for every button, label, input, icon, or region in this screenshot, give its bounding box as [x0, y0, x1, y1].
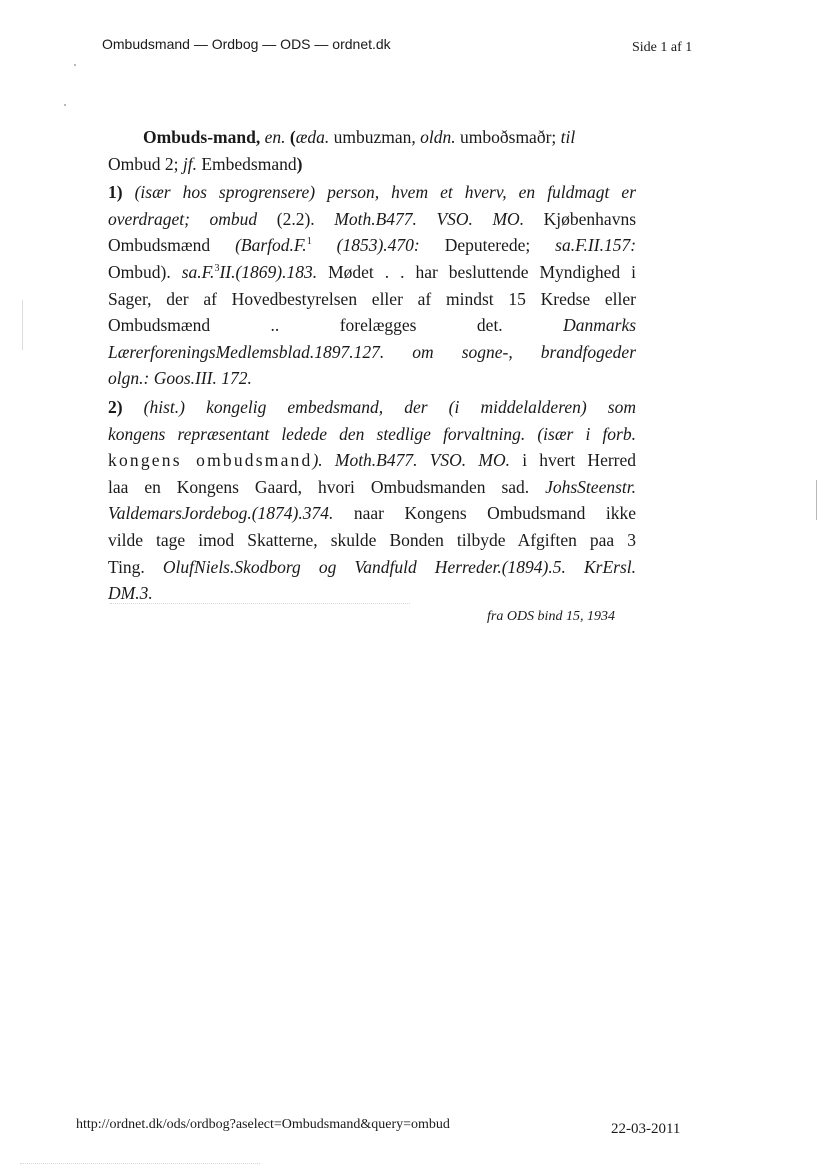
sense-number: 1) — [108, 182, 123, 203]
scan-edge-mark — [816, 480, 817, 520]
footer-url: http://ordnet.dk/ods/ordbog?aselect=Ombudsmand&query=ombud — [76, 1117, 450, 1132]
sense-2: 2) (hist.) kongelig embedsmand, der (i middelalderen) som kongens repræsentant ledede den stedlige forvaltning. (især i forb. kongens ombudsmand). Moth.B477. VSO. MO. i hvert Herred laa en Kongens Gaard, hvori Ombudsmanden sad. JohsSteenstr. ValdemarsJordebog.(1874).374. naar Kongens Ombudsmand ikke vilde tage imod Skatterne, skulde Bonden tilbyde Afgiften paa 3 Ting. OlufNiels.Skodborg og Vandfuld Herreder.(1894).5. KrErsl. DM.3. — [108, 396, 637, 604]
source-note: fra ODS bind 15, 1934 — [487, 609, 615, 624]
scan-speck — [64, 104, 66, 106]
sense-1: 1) (især hos sprogrensere) person, hvem et hverv, en fuldmagt er overdraget; ombud (2.2). Moth.B477. VSO. MO. Kjøbenhavns Ombudsmænd (Barfod.F.$^1$ (1853).470: Deputerede; sa.F.II.157: Ombud). sa.F.$^3$II.(1869).183. Mødet . . har besluttende Myndighed i Sager, der af Hovedbestyrelsen eller af mindst 15 Kredse eller Ombudsmænd .. forelægges det. Danmarks LærerforeningsMedlemsblad.1897.127. om sogne-, brandfogeder olgn.: Goos.III. 172. — [108, 182, 637, 389]
dictionary-entry — [108, 124, 636, 607]
entry-etymology-line: Ombud 2; jf. Embedsmand) — [108, 153, 303, 174]
footer-date: 22-03-2011 — [611, 1121, 681, 1137]
headword: Ombuds-mand, — [143, 127, 261, 147]
scan-rule — [110, 603, 410, 604]
scan-edge-mark — [22, 300, 23, 350]
sense-number: 2) — [108, 396, 123, 417]
scan-rule — [20, 1163, 260, 1164]
page-header-title: Ombudsmand — Ordbog — ODS — ordnet.dk — [102, 36, 391, 52]
page-header-page-number: Side 1 af 1 — [632, 40, 693, 55]
scan-speck — [74, 64, 76, 66]
entry-headline: Ombuds-mand, en. (æda. umbuzman, oldn. umboðsmaðr; til — [143, 127, 576, 147]
